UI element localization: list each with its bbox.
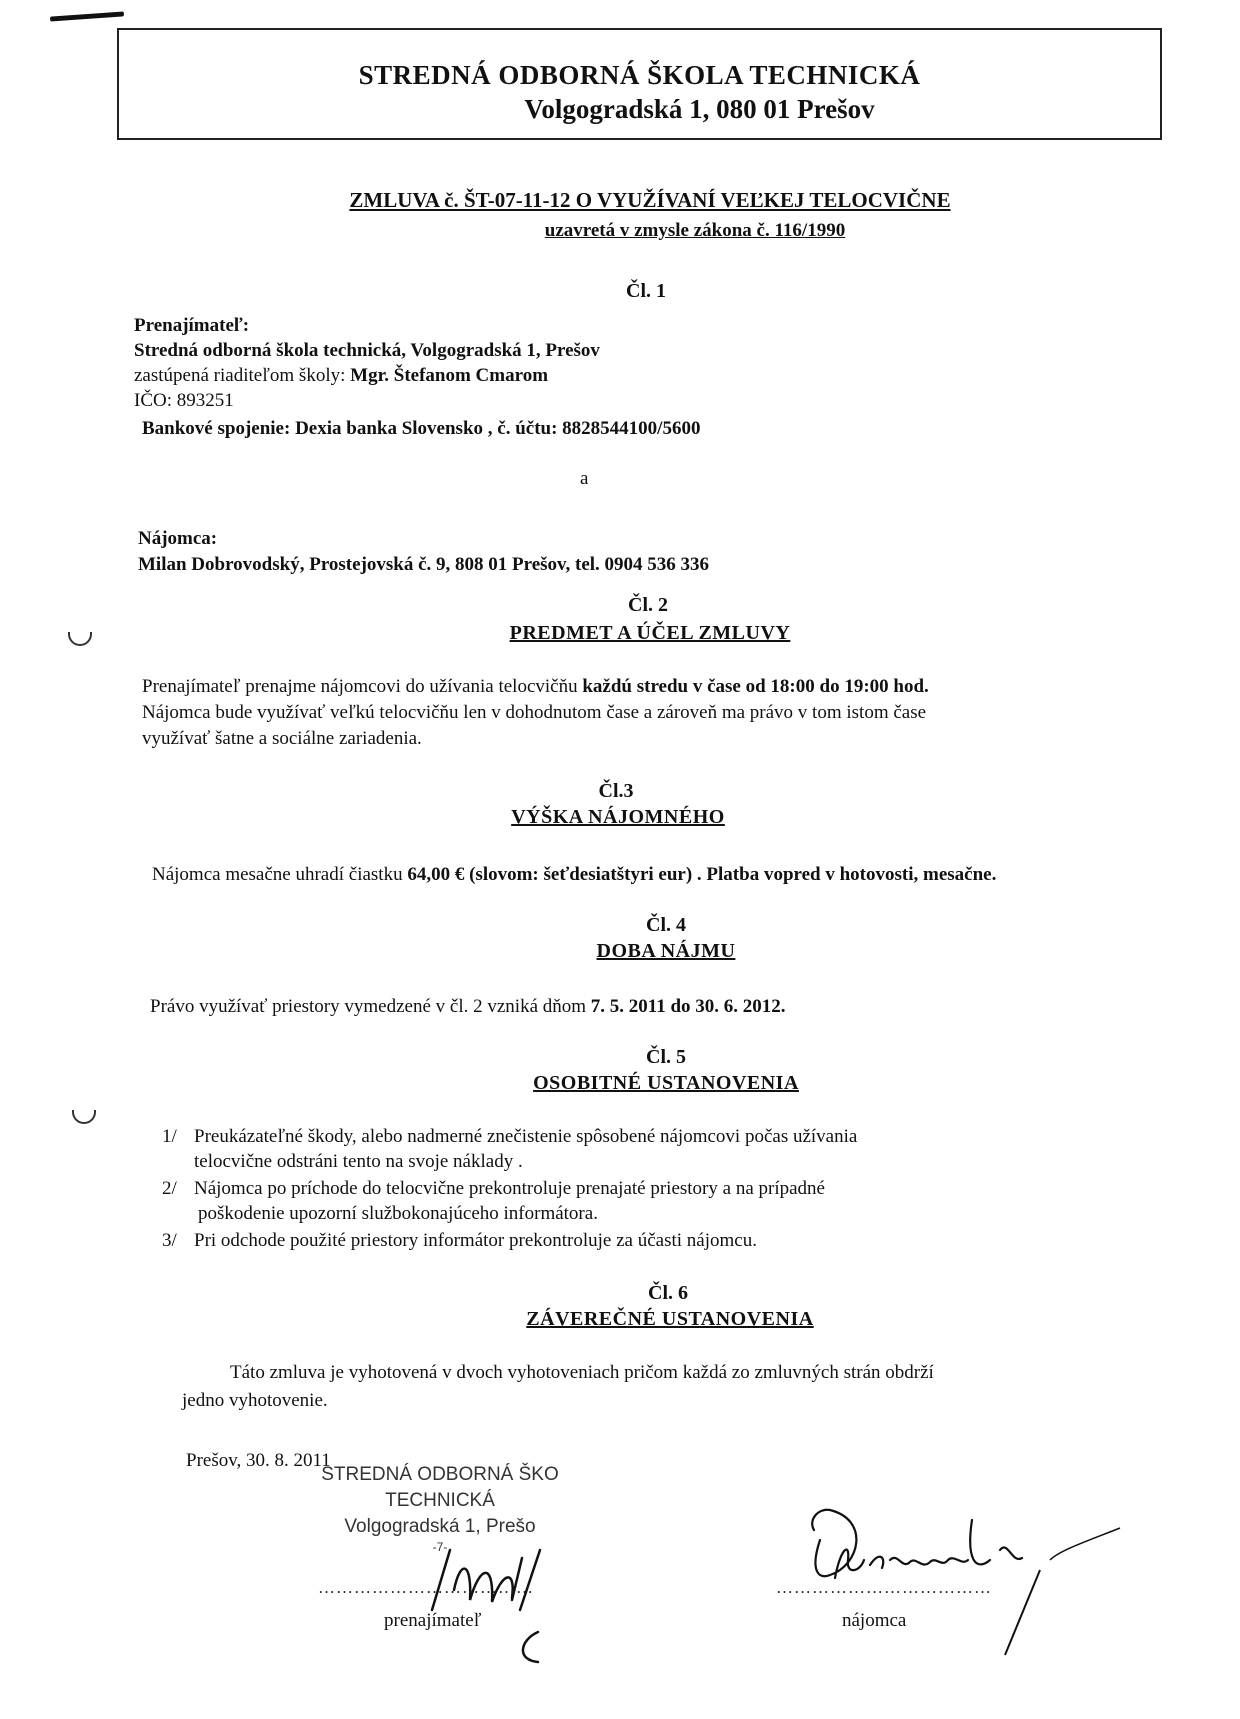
- school-name: STREDNÁ ODBORNÁ ŠKOLA TECHNICKÁ: [358, 60, 921, 90]
- stamp-line-3: Volgogradská 1, Prešo: [344, 1516, 536, 1537]
- pen-mark: [50, 11, 124, 21]
- article-6-heading: ZÁVEREČNÉ USTANOVENIA: [526, 1308, 814, 1330]
- article-3-text: [152, 864, 996, 886]
- tenant-signature-line: ………………………………: [776, 1578, 992, 1597]
- landlord-name: Stredná odborná škola technická, Volgogradská 1, Prešov: [134, 340, 600, 361]
- article-4-text-prefix: Právo využívať priestory vymedzené v čl. 2 vzniká dňom: [150, 996, 591, 1017]
- tenant-label: Nájomca:: [138, 528, 218, 549]
- list-item-text: Pri odchode použité priestory informátor prekontroluje za účasti nájomcu.: [194, 1230, 757, 1251]
- stamp-line-1: STREDNÁ ODBORNÁ ŠKO: [321, 1464, 559, 1485]
- article-4-number: Čl. 4: [646, 914, 686, 936]
- tenant-details: Milan Dobrovodský, Prostejovská č. 9, 808 01 Prešov, tel. 0904 536 336: [138, 554, 710, 575]
- article-2-heading: PREDMET A ÚČEL ZMLUVY: [509, 622, 791, 644]
- list-item-number: 3/: [162, 1230, 177, 1251]
- article-6-line-2: jedno vyhotovenie.: [182, 1390, 328, 1411]
- landlord-label: prenajímateľ: [384, 1610, 482, 1631]
- tenant-signature: [790, 1480, 1130, 1660]
- represented-prefix: zastúpená riaditeľom školy:: [134, 365, 351, 386]
- landlord-signature: [420, 1540, 590, 1670]
- list-item: [162, 1124, 857, 1174]
- place-date: Prešov, 30. 8. 2011: [186, 1450, 331, 1471]
- article-2-line-3: využívať šatne a sociálne zariadenia.: [142, 728, 422, 749]
- punch-hole-icon: [68, 632, 92, 646]
- article-1-number: Čl. 1: [626, 280, 666, 302]
- article-2-line-1-text: Prenajímateľ prenajme nájomcovi do užívania telocvičňu: [142, 676, 583, 697]
- bank-details: Bankové spojenie: Dexia banka Slovensko , č. účtu: 8828544100/5600: [142, 418, 701, 439]
- article-3-number: Čl.3: [598, 780, 634, 802]
- list-item-number: 1/: [162, 1126, 177, 1147]
- list-item-text: Nájomca po príchode do telocvične prekontroluje prenajaté priestory a na prípadné: [194, 1178, 825, 1199]
- and-connector: a: [580, 468, 589, 489]
- list-item: [162, 1228, 757, 1253]
- article-6-line-1: Táto zmluva je vyhotovená v dvoch vyhotoveniach pričom každá zo zmluvných strán obdrží: [230, 1362, 934, 1383]
- landlord-signature-line: ………………………………: [318, 1578, 534, 1597]
- article-3-text-prefix: Nájomca mesačne uhradí čiastku: [152, 864, 408, 885]
- article-3-amount: 64,00 € (slovom: šeťdesiatštyri eur) . Platba vopred v hotovosti, mesačne.: [407, 864, 997, 885]
- list-item-text: Preukázateľné škody, alebo nadmerné znečistenie spôsobené nájomcovi počas užívania: [194, 1126, 858, 1147]
- school-header-box: [117, 28, 1162, 140]
- list-item-text: poškodenie upozorní službokonajúceho informátora.: [198, 1203, 598, 1224]
- list-item-text: telocvične odstráni tento na svoje náklady .: [194, 1151, 523, 1172]
- contract-subtitle: uzavretá v zmysle zákona č. 116/1990: [544, 220, 846, 241]
- ico-number: IČO: 893251: [134, 390, 234, 411]
- school-address: Volgogradská 1, 080 01 Prešov: [524, 94, 875, 124]
- represented-by: [134, 365, 548, 387]
- list-item-number: 2/: [162, 1178, 177, 1199]
- represented-name: Mgr. Štefanom Cmarom: [350, 365, 549, 386]
- article-5-number: Čl. 5: [646, 1046, 686, 1068]
- stamp-line-2: TECHNICKÁ: [385, 1490, 495, 1511]
- article-2-schedule: každú stredu v čase od 18:00 do 19:00 hod.: [582, 676, 929, 697]
- article-5-heading: OSOBITNÉ USTANOVENIA: [533, 1072, 799, 1094]
- article-2-line-2: Nájomca bude využívať veľkú telocvičňu len v dohodnutom čase a zároveň ma právo v tom istom čase: [142, 702, 927, 723]
- article-4-text: [150, 996, 786, 1018]
- article-3-heading: VÝŠKA NÁJOMNÉHO: [511, 806, 725, 828]
- tenant-label: nájomca: [842, 1610, 907, 1631]
- stamp-mark: -7-: [432, 1540, 448, 1554]
- article-2-number: Čl. 2: [628, 594, 668, 616]
- article-6-number: Čl. 6: [648, 1282, 688, 1304]
- contract-title: ZMLUVA č. ŠT-07-11-12 O VYUŽÍVANÍ VEĽKEJ TELOCVIČNE: [349, 188, 951, 212]
- article-2-line-1: [142, 676, 929, 698]
- punch-hole-icon: [72, 1110, 96, 1124]
- article-4-heading: DOBA NÁJMU: [596, 940, 736, 962]
- article-4-period: 7. 5. 2011 do 30. 6. 2012.: [590, 996, 786, 1017]
- landlord-label: Prenajímateľ:: [134, 315, 250, 336]
- list-item: [162, 1176, 825, 1226]
